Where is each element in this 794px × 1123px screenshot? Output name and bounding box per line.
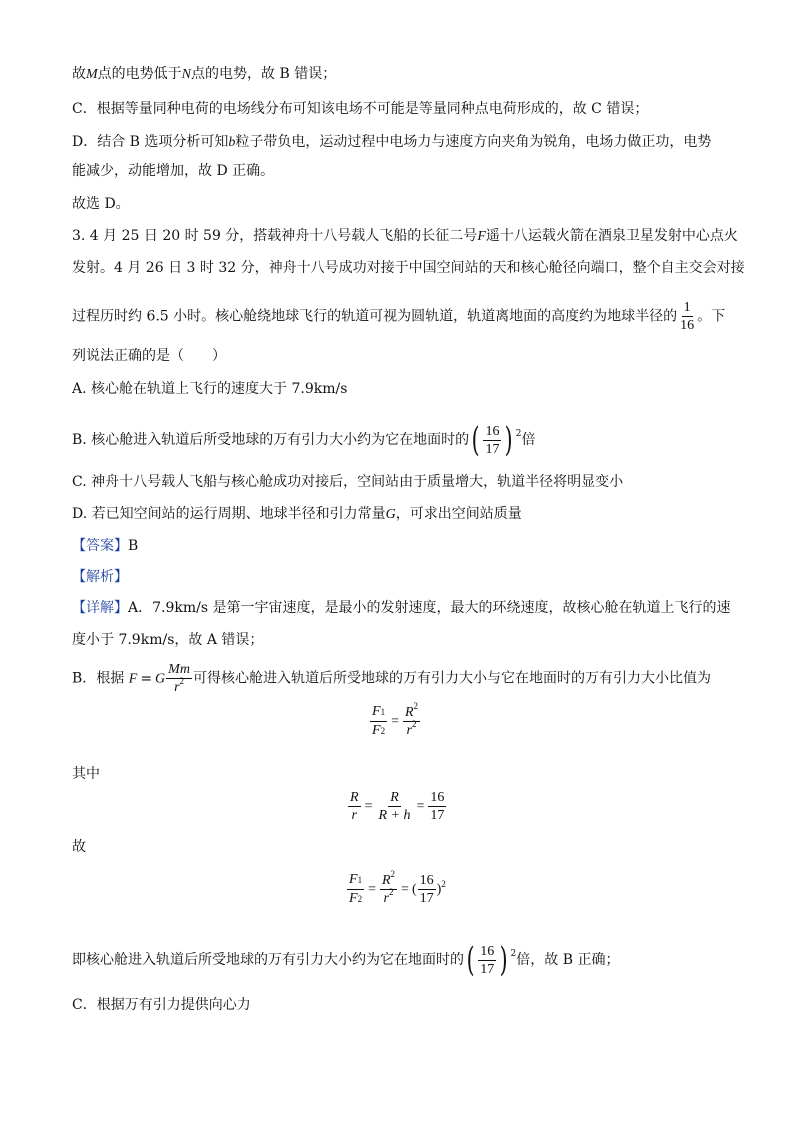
- option-b: [72, 420, 535, 460]
- equals-sign: =: [140, 670, 153, 687]
- text-span: 即核心舱进入轨道后所受地球的万有引力大小约为它在地面时的: [72, 952, 464, 968]
- fraction-16-17: [418, 873, 436, 906]
- equals-sign: =: [391, 713, 399, 729]
- subscript: 2: [380, 726, 386, 736]
- option-c: C. 神舟十八号载人飞船与核心舱成功对接后，空间站由于质量增大，轨道半径将明显变小: [72, 474, 624, 490]
- fraction-f1-f2: [347, 872, 364, 907]
- fraction-r2-r2: [380, 869, 397, 906]
- fraction-numerator: R: [350, 790, 359, 805]
- symbol-f: F: [349, 872, 358, 887]
- question-3-line-2: 发射。4 月 26 日 3 时 32 分，神舟十八号成功对接于中国空间站的天和核心舱径向端口，整个自主交会对接: [72, 260, 745, 276]
- left-paren: (: [471, 420, 480, 460]
- answer-value: B: [128, 538, 139, 554]
- option-d: [72, 504, 522, 525]
- right-paren: ): [499, 940, 508, 980]
- answer-tag: 【答案】: [72, 538, 128, 554]
- explanation-line-b: [72, 662, 711, 695]
- symbol-f: F: [349, 891, 358, 906]
- exponent: 2: [515, 429, 522, 439]
- text-span: D. 若已知空间站的运行周期、地球半径和引力常量: [72, 506, 386, 522]
- fraction-16-17: [483, 424, 501, 457]
- text-span: 可得核心舱进入轨道后所受地球的万有引力大小与它在地面时的万有引力大小比值为: [192, 670, 711, 687]
- exponent: 2: [413, 701, 419, 711]
- equals-sign: =: [416, 798, 425, 814]
- fraction-r-over-r: [348, 790, 361, 823]
- text-span: 过程历时约 6.5 小时。核心舱绕地球飞行的轨道可视为圆轨道，轨道离地面的高度约为地球半径的: [72, 308, 678, 325]
- fraction-denominator: 17: [419, 891, 434, 906]
- fraction-mm-r2: [166, 662, 192, 695]
- fraction-numerator: [370, 704, 387, 722]
- option-a: A. 核心舱在轨道上飞行的速度大于 7.9km/s: [72, 381, 348, 397]
- text-span: 3. 4 月 25 日 20 时 59 分，搭载神舟十八号载人飞船的长征二号: [72, 228, 478, 244]
- exponent: 2: [390, 869, 396, 879]
- fraction-16-17: [428, 790, 446, 823]
- explanation-line-2: 度小于 7.9km/s，故 A 错误；: [72, 632, 264, 648]
- exponent: 2: [388, 887, 394, 897]
- text-span: D．结合 B 选项分析可知: [72, 134, 229, 150]
- fraction-denominator: [172, 676, 186, 695]
- fraction-denominator: 16: [680, 318, 695, 333]
- fraction-denominator: [405, 719, 419, 738]
- analysis-tag: 【解析】: [72, 569, 128, 585]
- symbol-f: F: [372, 723, 381, 738]
- text-span: B．根据: [72, 670, 125, 687]
- fraction-16-17: [478, 944, 496, 977]
- question-3-line-3: [72, 300, 725, 333]
- symbol-g: G: [155, 671, 166, 687]
- text-span: 。下: [697, 308, 726, 325]
- text-line: C．根据万有引力提供向心力: [72, 997, 251, 1013]
- fraction-denominator: 17: [485, 441, 500, 457]
- analysis-tag-line: [72, 567, 128, 587]
- symbol-r: r: [383, 891, 389, 906]
- fraction-one-sixteenth: [678, 300, 696, 333]
- fraction-denominator: 17: [430, 808, 445, 823]
- right-paren: ): [436, 881, 442, 897]
- text-span: 点的电势低于: [97, 66, 182, 82]
- fraction-numerator: 16: [485, 423, 500, 439]
- fraction-denominator: [382, 887, 396, 906]
- left-paren: (: [466, 940, 475, 980]
- detail-tag: 【详解】: [72, 600, 128, 616]
- text-span: 点的电势，故 B 错误；: [191, 66, 337, 82]
- equals-sign: =: [364, 798, 373, 814]
- equation-force-ratio: [369, 701, 421, 739]
- right-paren: ): [505, 420, 514, 460]
- symbol-f: F: [128, 671, 138, 687]
- text-span: 倍: [521, 432, 536, 448]
- equation-force-ratio-value: [346, 869, 446, 907]
- exponent: 2: [441, 878, 446, 889]
- text-line: 故选 D。: [72, 196, 130, 212]
- subscript: 1: [380, 707, 386, 717]
- fraction-numerator: 16: [419, 873, 434, 888]
- symbol-r: R: [381, 873, 391, 888]
- text-span: B. 核心舱进入轨道后所受地球的万有引力大小约为它在地面时的: [72, 432, 470, 448]
- text-span: 倍，故 B 正确；: [516, 952, 620, 968]
- fraction-numerator: 16: [430, 790, 445, 805]
- text-line: 故: [72, 839, 86, 855]
- symbol-r: R: [404, 705, 414, 720]
- symbol-f: F: [477, 229, 486, 244]
- subscript: 2: [357, 894, 363, 904]
- text-span: 遥十八运载火箭在酒泉卫星发射中心点火: [485, 228, 738, 244]
- answer-line: [72, 536, 138, 556]
- text-line: 其中: [72, 766, 100, 782]
- fraction-f1-f2: [370, 704, 387, 739]
- left-paren: (: [411, 881, 417, 897]
- fraction-numerator: Mm: [168, 662, 190, 677]
- symbol-b: b: [228, 135, 236, 150]
- equation-radius-ratio: [347, 790, 447, 823]
- equals-sign: =: [401, 881, 409, 897]
- subscript: 1: [357, 875, 363, 885]
- fraction-denominator: R + h: [378, 808, 411, 823]
- text-span: A．7.9km/s 是第一宇宙速度，是最小的发射速度，最大的环绕速度，故核心舱在轨道上飞行的速: [128, 600, 731, 616]
- exponent: 2: [510, 949, 517, 959]
- fraction-numerator: 16: [480, 943, 495, 959]
- text-line: [72, 132, 711, 153]
- text-line: 能减少，动能增加，故 D 正确。: [72, 163, 275, 179]
- fraction-denominator: [347, 890, 364, 907]
- question-3-line-1: [72, 226, 738, 247]
- symbol-n: N: [181, 67, 192, 82]
- fraction-numerator: 1: [683, 300, 691, 315]
- equals-sign: =: [368, 881, 376, 897]
- exponent: 2: [411, 719, 417, 729]
- text-span: 故: [72, 66, 86, 82]
- explanation-line-1: [72, 598, 730, 618]
- fraction-denominator: r: [351, 808, 357, 823]
- text-span: ，可求出空间站质量: [395, 506, 522, 522]
- conclusion-line: [72, 940, 619, 980]
- question-3-line-4: 列说法正确的是（ ）: [72, 348, 226, 364]
- fraction-r2-r2: [403, 701, 420, 738]
- symbol-g: G: [385, 507, 396, 522]
- text-span: 粒子带负电，运动过程中电场力与速度方向夹角为锐角，电场力做正功，电势: [235, 134, 712, 150]
- fraction-denominator: 17: [480, 961, 495, 977]
- fraction-numerator: [347, 872, 364, 890]
- symbol-f: F: [372, 704, 381, 719]
- fraction-r-over-r-plus-h: [376, 790, 412, 823]
- symbol-m: M: [86, 67, 98, 82]
- fraction-numerator: R: [390, 790, 399, 805]
- text-line: C．根据等量同种电荷的电场线分布可知该电场不可能是等量同种点电荷形成的，故 C 错误；: [72, 101, 649, 117]
- exponent: 2: [179, 676, 185, 686]
- text-line: [72, 64, 336, 85]
- symbol-r: r: [406, 723, 412, 738]
- fraction-denominator: [370, 722, 387, 739]
- symbol-r: r: [174, 680, 180, 695]
